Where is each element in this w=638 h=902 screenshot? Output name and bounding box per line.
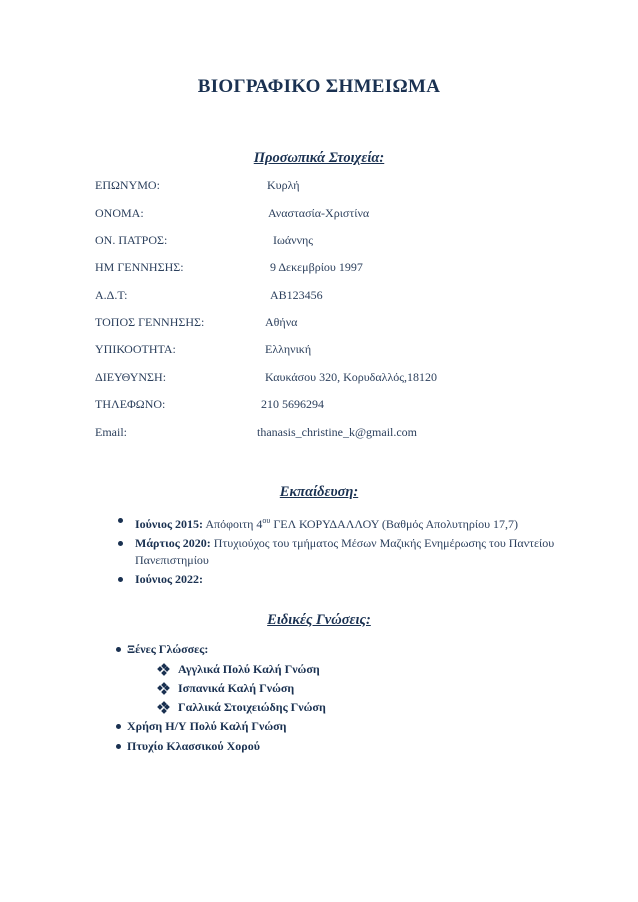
education-date: Ιούνιος 2015: (135, 517, 204, 531)
info-value: thanasis_christine_k@gmail.com (257, 425, 418, 439)
bullet-icon (118, 518, 123, 523)
info-label: Α.Δ.Τ: (95, 288, 128, 302)
info-value: Αναστασία-Χριστίνα (268, 206, 370, 220)
language-text: Γαλλικά Στοιχειώδης Γνώση (178, 700, 326, 714)
info-label: ΔΙΕΥΘΥΝΣΗ: (95, 370, 167, 384)
info-row-email (95, 425, 595, 443)
diamond-bullet-icon (158, 702, 169, 713)
bullet-icon (116, 744, 121, 749)
education-list (118, 512, 588, 590)
education-item (118, 535, 588, 569)
info-label: ΤΗΛΕΦΩΝΟ: (95, 397, 166, 411)
personal-section-heading: Προσωπικά Στοιχεία: (253, 150, 385, 166)
language-item (158, 681, 294, 696)
education-text-after: ΓΕΛ ΚΟΡΥΔΑΛΛΟΥ (Βαθμός Απολυτηρίου 17,7) (270, 517, 519, 531)
language-item (158, 700, 326, 715)
info-label: Email: (95, 425, 127, 439)
education-sup: ου (262, 516, 271, 525)
info-label: ΗΜ ΓΕΝΝΗΣΗΣ: (95, 260, 184, 274)
education-section-heading: Εκπαίδευση: (279, 484, 359, 500)
education-item (118, 512, 588, 533)
languages-label: Ξένες Γλώσσες: (127, 642, 209, 656)
skills-section-heading: Ειδικές Γνώσεις: (267, 612, 371, 628)
info-label: ΥΠΙΚΟΟΤΗΤΑ: (95, 342, 176, 356)
info-value: 9 Δεκεμβρίου 1997 (270, 260, 363, 274)
education-text: Πτυχιούχος του τμήματος Μέσων Μαζικής Ενημέρωσης του Παντείου Πανεπιστημίου (135, 536, 555, 567)
document-title: ΒΙΟΓΡΑΦΙΚΟ ΣΗΜΕΙΩΜΑ (197, 76, 441, 97)
dance-diploma-item (116, 739, 260, 754)
info-row-id-number (95, 288, 595, 306)
info-row-birth-date (95, 260, 595, 278)
info-row-surname (95, 178, 595, 196)
dance-diploma-text: Πτυχίο Κλασσικού Χορού (127, 739, 260, 753)
info-row-phone (95, 397, 595, 415)
info-row-father-name (95, 233, 595, 251)
info-label: ΟΝ. ΠΑΤΡΟΣ: (95, 233, 168, 247)
info-value: Κυρλή (267, 178, 300, 192)
bullet-icon (116, 724, 121, 729)
bullet-icon (118, 541, 123, 546)
bullet-icon (118, 577, 123, 582)
info-row-birth-place (95, 315, 595, 333)
info-value: Ελληνική (265, 342, 312, 356)
info-row-name (95, 206, 595, 224)
info-label: ΕΠΩΝΥΜΟ: (95, 178, 160, 192)
bullet-icon (116, 647, 121, 652)
language-item (158, 662, 320, 677)
computer-skill-text: Χρήση Η/Υ Πολύ Καλή Γνώση (127, 719, 287, 733)
info-label: ΤΟΠΟΣ ΓΕΝΝΗΣΗΣ: (95, 315, 205, 329)
info-row-citizenship (95, 342, 595, 360)
info-value: ΑΒ123456 (270, 288, 323, 302)
languages-item (116, 642, 208, 657)
diamond-bullet-icon (158, 683, 169, 694)
info-label: ΟΝΟΜΑ: (95, 206, 144, 220)
info-value: Καυκάσου 320, Κορυδαλλός,18120 (265, 370, 438, 384)
info-value: 210 5696294 (261, 397, 324, 411)
info-value: Ιωάννης (273, 233, 314, 247)
education-item (118, 571, 588, 588)
info-row-address (95, 370, 595, 388)
education-text: Απόφοιτη 4 (203, 517, 263, 531)
language-text: Ισπανικά Καλή Γνώση (178, 681, 295, 695)
education-date: Ιούνιος 2022: (135, 572, 204, 586)
computer-skill-item (116, 719, 287, 734)
info-value: Αθήνα (265, 315, 298, 329)
language-text: Αγγλικά Πολύ Καλή Γνώση (178, 662, 320, 676)
diamond-bullet-icon (158, 664, 169, 675)
education-date: Μάρτιος 2020: (135, 536, 211, 550)
